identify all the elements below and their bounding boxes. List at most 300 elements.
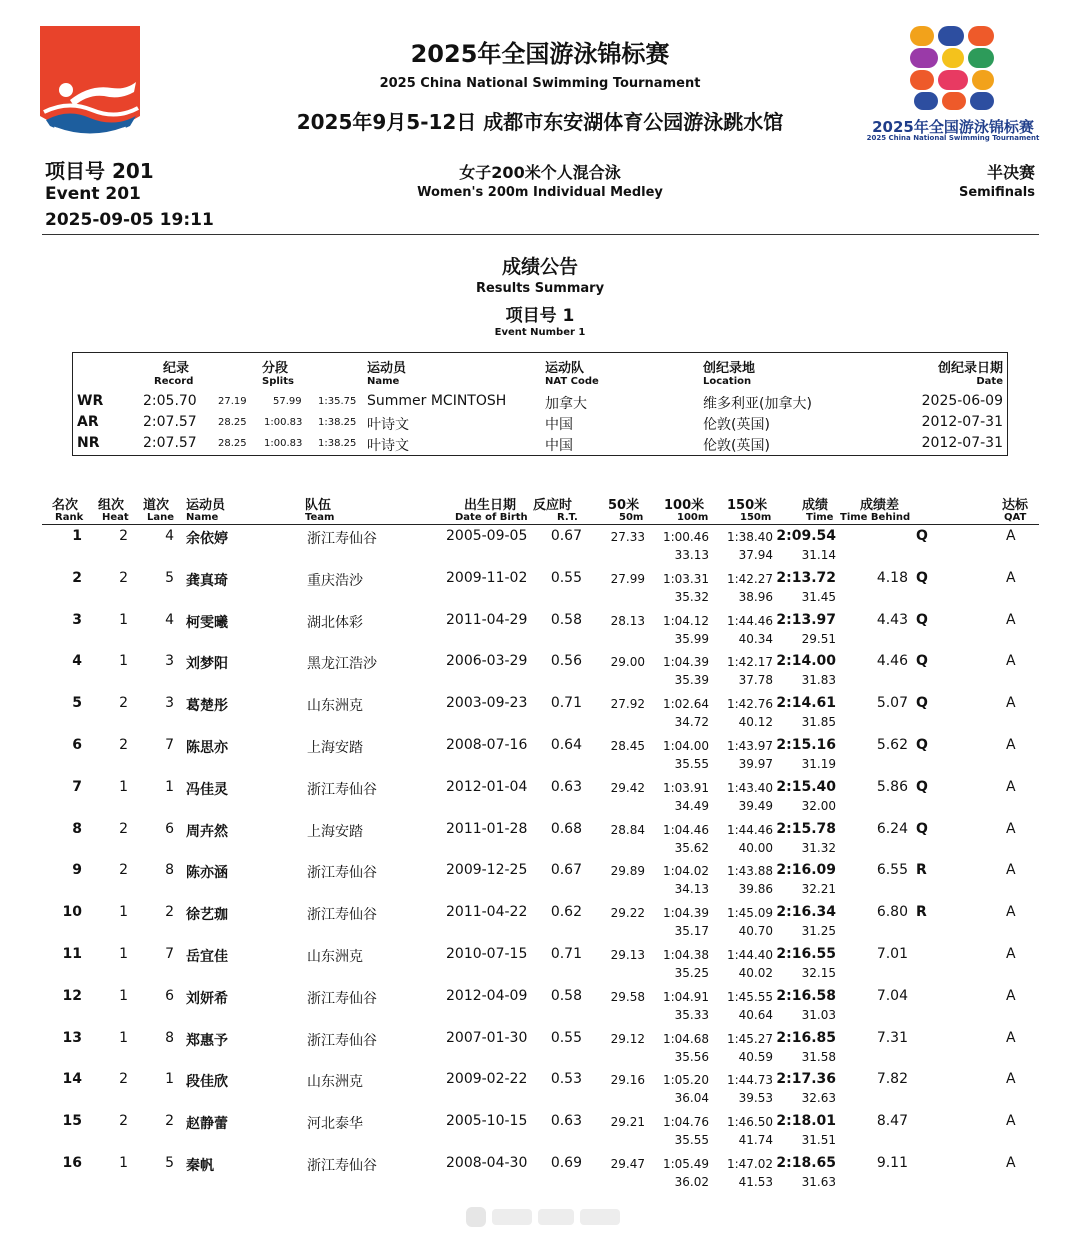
qat-standard: A [1006,695,1016,712]
split-100m: 1:04.76 [662,1115,709,1130]
rank-cell: 16 [62,1155,82,1171]
split-100m: 1:03.31 [662,571,709,586]
qat-standard: A [1006,904,1016,921]
lane-cell: 7 [165,737,174,753]
final-time: 2:09.54 [776,528,836,544]
team-name: 浙江寿仙谷 [307,531,377,547]
date-of-birth: 2011-01-28 [446,820,528,837]
rank-cell: 3 [72,611,82,628]
lap-split-150m: 37.78 [738,673,773,688]
round-name-en: Semifinals [958,185,1035,200]
lane-cell: 4 [165,611,174,628]
col-150m: 150米 [727,498,768,513]
rank-cell: 14 [62,1071,82,1088]
record-code: NR [77,435,100,451]
result-row [0,821,1080,863]
qualification-mark: R [916,904,927,921]
splits-header-en: Splits [262,376,294,387]
athlete-name: 葛楚彤 [186,698,228,715]
reaction-time: 0.62 [550,904,582,921]
athlete-name: 刘妍希 [186,990,228,1007]
reaction-time: 0.55 [550,1029,582,1046]
split-100m: 1:04.39 [662,906,709,921]
lane-cell: 5 [165,1155,174,1171]
time-behind: 4.46 [876,653,908,670]
result-row [0,1113,1080,1155]
heat-cell: 2 [119,1113,128,1130]
record-date: 2012-07-31 [921,435,1003,451]
result-row [0,1071,1080,1113]
time-behind: 5.62 [876,737,908,753]
time-behind: 5.07 [876,695,908,712]
record-split: 28.25 [218,438,247,449]
page-subtitle: 2025 China National Swimming Tournament [379,76,701,91]
page-title: 2025年全国游泳锦标赛 [410,40,670,68]
event-number: 项目号 201 [45,159,154,183]
col-heat-en: Heat [102,512,129,523]
event-datetime: 2025-09-05 19:11 [45,210,214,230]
lane-cell: 2 [165,1113,174,1130]
result-row [0,695,1080,737]
lap-split-150m: 39.53 [738,1091,773,1106]
event-number-title: 项目号 1 [505,306,575,326]
final-time: 2:14.00 [776,653,836,670]
reaction-time: 0.55 [550,569,582,586]
record-location: 伦敦(英国) [703,438,770,454]
lane-cell: 3 [165,695,174,712]
col-time: 成绩 [802,498,829,513]
qualification-mark: Q [916,778,928,795]
lap-split-100m: 35.56 [674,1049,709,1064]
team-name: 浙江寿仙谷 [307,865,377,882]
split-100m: 1:00.46 [662,530,709,544]
split-50m: 28.45 [610,739,645,753]
athlete-name: 陈思亦 [186,740,228,756]
record-nat: 加拿大 [545,396,587,412]
record-header: 纪录 [163,361,190,376]
result-row [0,1155,1080,1197]
lap-split-150m: 40.34 [738,631,773,646]
team-name: 上海安踏 [307,740,363,756]
col-behind: 成绩差 [860,498,900,513]
location-header: 创纪录地 [703,361,756,376]
time-behind: 7.01 [876,946,908,962]
col-team-en: Team [305,512,335,523]
team-name: 浙江寿仙谷 [307,907,377,924]
lap-split-200m: 32.21 [801,882,836,897]
watermark-placeholder [466,1205,626,1229]
record-split: 57.99 [273,396,302,407]
record-split: 1:00.83 [264,417,303,428]
lap-split-100m: 34.13 [674,882,709,897]
round-name: 半决赛 [986,163,1035,182]
athlete-name: 段佳欣 [186,1074,228,1091]
qat-standard: A [1006,737,1016,753]
rank-cell: 15 [62,1113,82,1130]
qat-standard: A [1006,1113,1016,1130]
record-time: 2:05.70 [143,393,197,409]
team-name: 上海安踏 [307,823,363,840]
split-50m: 28.84 [610,822,645,837]
heat-cell: 1 [119,1155,128,1171]
record-split: 1:00.83 [264,438,303,449]
date-of-birth: 2007-01-30 [446,1029,528,1046]
result-row [0,946,1080,988]
col-dob-en: Date of Birth [455,512,528,523]
qualification-mark: Q [916,528,928,544]
lap-split-200m: 31.63 [801,1175,836,1189]
team-name: 河北泰华 [307,1116,363,1133]
reaction-time: 0.71 [550,695,582,712]
lap-split-150m: 40.70 [738,924,773,939]
result-row [0,988,1080,1030]
split-150m: 1:45.09 [726,906,773,921]
record-holder: Summer MCINTOSH [367,393,507,409]
time-behind: 4.18 [876,569,908,586]
athlete-name: 陈亦涵 [186,865,228,882]
reaction-time: 0.69 [550,1155,582,1171]
lap-split-100m: 35.33 [674,1007,709,1022]
split-150m: 1:43.97 [726,739,773,753]
col-rank: 名次 [52,498,79,513]
heat-cell: 2 [119,569,128,586]
split-50m: 29.13 [610,948,645,962]
col-100m-en: 100m [677,512,709,523]
split-100m: 1:04.12 [662,613,709,628]
lap-split-100m: 35.99 [674,631,709,646]
lap-split-200m: 31.85 [801,715,836,730]
split-100m: 1:04.00 [662,739,709,753]
athlete-name: 岳宜佳 [186,949,228,965]
record-split: 1:38.25 [318,417,357,428]
lap-split-200m: 31.25 [801,924,836,939]
lap-split-200m: 31.32 [801,840,836,855]
result-row [0,904,1080,946]
divider [42,524,1039,525]
reaction-time: 0.58 [550,987,582,1004]
date-of-birth: 2012-04-09 [446,987,528,1004]
final-time: 2:13.72 [776,569,836,586]
time-behind: 6.24 [876,820,908,837]
athlete-name: 龚真琦 [186,572,228,589]
split-50m: 28.13 [610,613,645,628]
qat-standard: A [1006,1155,1016,1171]
rank-cell: 1 [72,528,82,544]
final-time: 2:15.40 [776,778,836,795]
split-50m: 29.12 [610,1031,645,1046]
qualification-mark: Q [916,737,928,753]
split-50m: 29.22 [610,906,645,921]
lane-cell: 1 [165,778,174,795]
split-100m: 1:04.38 [662,948,709,962]
lane-cell: 6 [165,820,174,837]
record-code: AR [77,414,99,430]
lap-split-100m: 35.55 [674,1133,709,1148]
lap-split-200m: 31.51 [801,1133,836,1148]
athlete-name: 刘梦阳 [186,656,228,673]
rank-cell: 13 [62,1029,82,1046]
record-location: 维多利亚(加拿大) [703,396,812,412]
lap-split-100m: 35.17 [674,924,709,939]
split-150m: 1:42.17 [726,655,773,670]
record-nat: 中国 [545,417,573,433]
record-time: 2:07.57 [143,435,197,451]
date-of-birth: 2003-09-23 [446,695,528,712]
record-code: WR [77,393,104,409]
split-50m: 27.92 [610,697,645,712]
qat-standard: A [1006,987,1016,1004]
lap-split-150m: 41.74 [738,1133,773,1148]
heat-cell: 1 [119,611,128,628]
qat-standard: A [1006,946,1016,962]
result-row [0,779,1080,821]
record-row [73,414,1007,435]
result-row [0,737,1080,779]
lap-split-150m: 39.49 [738,798,773,813]
team-name: 浙江寿仙谷 [307,990,377,1007]
split-50m: 29.58 [610,989,645,1004]
col-rank-en: Rank [55,512,84,523]
team-name: 山东洲克 [307,698,363,715]
col-behind-en: Time Behind [840,512,911,523]
nat-header: 运动队 [545,361,585,376]
final-time: 2:14.61 [776,695,836,712]
records-table [72,352,1008,456]
lane-cell: 1 [165,1071,174,1088]
lap-split-200m: 32.00 [801,798,836,813]
rank-cell: 5 [72,695,82,712]
split-50m: 29.21 [610,1115,645,1130]
rank-cell: 6 [72,737,82,753]
lap-split-100m: 35.25 [674,966,709,980]
heat-cell: 2 [119,695,128,712]
qualification-mark: Q [916,653,928,670]
final-time: 2:16.58 [776,987,836,1004]
heat-cell: 2 [119,737,128,753]
reaction-time: 0.63 [550,1113,582,1130]
race-name: 女子200米个人混合泳 [459,163,621,182]
athlete-name: 徐艺珈 [186,907,228,924]
record-split: 1:38.25 [318,438,357,449]
athlete-name: 秦帆 [186,1158,214,1174]
lap-split-150m: 37.94 [738,548,773,562]
lap-split-200m: 31.14 [801,548,836,562]
divider [42,234,1039,235]
qat-standard: A [1006,862,1016,879]
athlete-name: 郑惠予 [186,1032,228,1049]
splits-header: 分段 [262,361,289,376]
split-150m: 1:44.46 [726,822,773,837]
lane-cell: 8 [165,862,174,879]
rank-cell: 12 [62,987,82,1004]
final-time: 2:13.97 [776,611,836,628]
record-holder: 叶诗文 [367,417,409,433]
qat-standard: A [1006,653,1016,670]
date-of-birth: 2005-09-05 [446,528,528,544]
team-name: 山东洲克 [307,1074,363,1091]
time-behind: 6.80 [876,904,908,921]
col-150m-en: 150m [740,512,772,523]
result-row [0,653,1080,695]
qualification-mark: Q [916,611,928,628]
split-100m: 1:04.68 [662,1031,709,1046]
final-time: 2:17.36 [776,1071,836,1088]
result-row [0,612,1080,654]
rank-cell: 9 [72,862,82,879]
col-heat: 组次 [98,498,125,513]
record-date: 2025-06-09 [921,393,1003,409]
lap-split-100m: 35.39 [674,673,709,688]
rank-cell: 4 [72,653,82,670]
lap-split-200m: 29.51 [801,631,836,646]
heat-cell: 1 [119,987,128,1004]
result-row [0,528,1080,570]
lane-cell: 7 [165,946,174,962]
lap-split-200m: 32.15 [801,966,836,980]
date-of-birth: 2009-02-22 [446,1071,528,1088]
split-150m: 1:43.88 [726,864,773,879]
split-150m: 1:43.40 [726,780,773,795]
record-date: 2012-07-31 [921,414,1003,430]
qualification-mark: Q [916,820,928,837]
split-150m: 1:38.40 [726,530,773,544]
time-behind: 7.82 [876,1071,908,1088]
name-header: 运动员 [367,361,407,376]
final-time: 2:16.34 [776,904,836,921]
record-header-en: Record [154,376,194,387]
split-50m: 27.99 [610,571,645,586]
lap-split-150m: 39.97 [738,757,773,771]
col-name-en: Name [186,512,219,523]
split-50m: 29.42 [610,780,645,795]
time-behind: 4.43 [876,611,908,628]
lane-cell: 3 [165,653,174,670]
split-50m: 29.00 [610,655,645,670]
reaction-time: 0.63 [550,778,582,795]
date-of-birth: 2008-07-16 [446,737,528,753]
split-50m: 29.16 [610,1073,645,1088]
lap-split-200m: 31.45 [801,589,836,604]
lap-split-150m: 40.00 [738,840,773,855]
heat-cell: 2 [119,528,128,544]
qualification-mark: Q [916,695,928,712]
reaction-time: 0.53 [550,1071,582,1088]
heat-cell: 1 [119,778,128,795]
final-time: 2:15.16 [776,737,836,753]
lap-split-100m: 36.02 [674,1175,709,1189]
record-time: 2:07.57 [143,414,197,430]
time-behind: 7.31 [876,1029,908,1046]
split-100m: 1:04.02 [662,864,709,879]
date-of-birth: 2009-11-02 [446,569,528,586]
time-behind: 5.86 [876,778,908,795]
athlete-name: 柯雯曦 [186,614,228,631]
col-lane-en: Lane [147,512,175,523]
lap-split-100m: 35.55 [674,757,709,771]
lap-split-200m: 32.63 [801,1091,836,1106]
result-row [0,862,1080,904]
heat-cell: 1 [119,946,128,962]
col-rt: 反应时 [533,498,573,513]
split-150m: 1:44.40 [726,948,773,962]
qat-standard: A [1006,778,1016,795]
record-nat: 中国 [545,438,573,454]
lap-split-200m: 31.83 [801,673,836,688]
heat-cell: 2 [119,862,128,879]
team-name: 浙江寿仙谷 [307,1032,377,1049]
record-split: 1:35.75 [318,396,357,407]
final-time: 2:16.55 [776,946,836,962]
split-150m: 1:45.55 [726,989,773,1004]
date-of-birth: 2005-10-15 [446,1113,528,1130]
lap-split-100m: 35.62 [674,840,709,855]
lane-cell: 6 [165,987,174,1004]
split-150m: 1:42.76 [726,697,773,712]
qat-standard: A [1006,1071,1016,1088]
heat-cell: 2 [119,820,128,837]
record-split: 28.25 [218,417,247,428]
date-of-birth: 2011-04-29 [446,611,528,628]
lap-split-150m: 38.96 [738,589,773,604]
record-location: 伦敦(英国) [703,417,770,433]
rank-cell: 7 [72,778,82,795]
col-name: 运动员 [186,498,226,513]
final-time: 2:18.01 [776,1113,836,1130]
results-title: 成绩公告 [501,256,578,278]
athlete-name: 周卉然 [186,823,228,840]
rank-cell: 11 [62,946,82,962]
date-of-birth: 2010-07-15 [446,946,528,962]
qat-standard: A [1006,569,1016,586]
lap-split-100m: 34.49 [674,798,709,813]
rank-cell: 8 [72,820,82,837]
lap-split-150m: 40.59 [738,1049,773,1064]
logo-caption-en: 2025 China National Swimming Tournament [866,134,1040,142]
lap-split-150m: 41.53 [738,1175,773,1189]
final-time: 2:16.09 [776,862,836,879]
date-header: 创纪录日期 [937,361,1003,376]
name-header-en: Name [367,376,400,387]
time-behind: 6.55 [876,862,908,879]
location-header-en: Location [703,376,752,387]
lap-split-200m: 31.19 [801,757,836,771]
record-row [73,393,1007,414]
col-dob: 出生日期 [464,498,517,513]
qualification-mark: Q [916,569,928,586]
split-150m: 1:44.46 [726,613,773,628]
split-100m: 1:05.20 [662,1073,709,1088]
rank-cell: 2 [72,569,82,586]
col-time-en: Time [806,512,834,523]
date-of-birth: 2011-04-22 [446,904,528,921]
lap-split-100m: 35.32 [674,589,709,604]
team-name: 重庆浩沙 [307,572,363,589]
col-rt-en: R.T. [557,512,578,523]
col-qat-en: QAT [1004,512,1027,523]
col-qat: 达标 [1002,498,1029,513]
team-name: 山东洲克 [307,949,363,965]
reaction-time: 0.58 [550,611,582,628]
split-150m: 1:46.50 [726,1115,773,1130]
col-50m-en: 50m [619,512,644,523]
col-50m: 50米 [608,498,640,513]
nat-header-en: NAT Code [545,376,599,387]
col-lane: 道次 [143,498,170,513]
heat-cell: 1 [119,1029,128,1046]
lap-split-150m: 40.64 [738,1007,773,1022]
date-of-birth: 2009-12-25 [446,862,528,879]
result-row [0,570,1080,612]
